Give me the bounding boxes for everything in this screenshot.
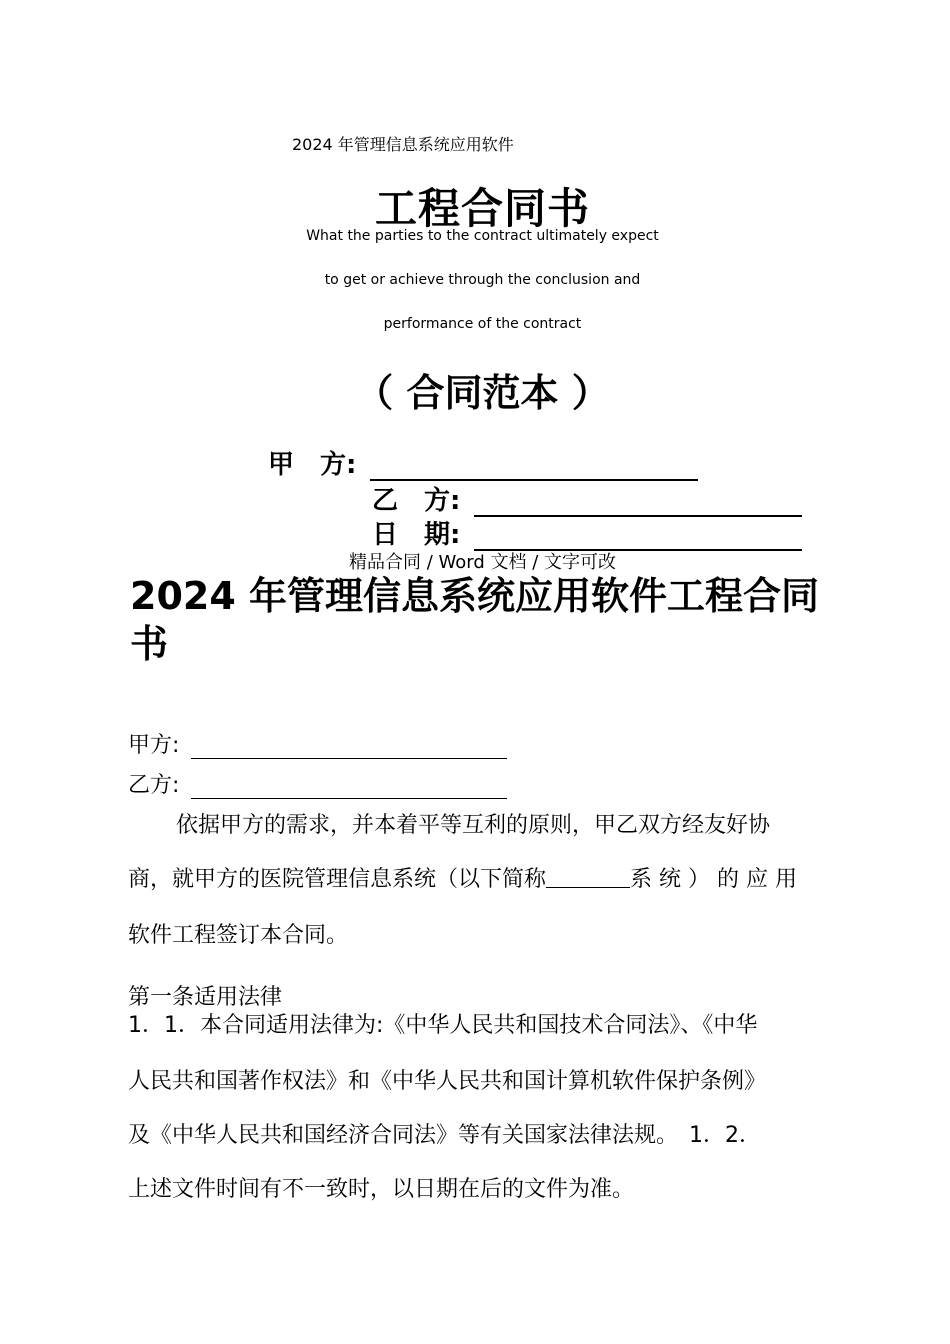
party-b-label: 乙方: <box>128 773 180 798</box>
article-1-line-2: 人民共和国著作权法》和《中华人民共和国计算机软件保护条例》 <box>128 1069 767 1094</box>
cover-tagline: 精品合同 / Word 文档 / 文字可改 <box>348 552 616 573</box>
cover-party-b-label: 乙 方: <box>372 486 461 516</box>
party-a-label: 甲方: <box>128 733 180 758</box>
article-1-title: 第一条适用法律 <box>128 985 283 1010</box>
intro-line-2-end: 系 统 ） 的 应 用 <box>630 867 797 892</box>
cover-date-label: 日 期: <box>372 520 461 550</box>
cover-top-line: 2024 年管理信息系统应用软件 <box>292 135 514 154</box>
cover-party-b-blank[interactable] <box>474 485 802 517</box>
cover-party-a-row <box>268 444 698 481</box>
system-name-blank[interactable] <box>546 865 630 888</box>
cover-party-a-label: 甲 方: <box>268 450 357 480</box>
cover-date-row <box>372 514 802 551</box>
intro-line-1: 依据甲方的需求，并本着平等互利的原则，甲乙双方经友好协 <box>176 813 771 838</box>
cover-title: 工程合同书 <box>374 184 590 233</box>
article-1-line-4: 上述文件时间有不一致时，以日期在后的文件为准。 <box>128 1177 635 1202</box>
cover-party-a-blank[interactable] <box>370 449 698 481</box>
party-b-blank[interactable] <box>191 774 507 799</box>
document-title: 2024 年管理信息系统应用软件工程合同书 <box>130 574 819 666</box>
cover-english-line-1: What the parties to the contract ultimately expect <box>306 228 659 244</box>
intro-line-3: 软件工程签订本合同。 <box>128 923 349 948</box>
cover-english-line-3: performance of the contract <box>383 316 582 332</box>
cover-party-b-row <box>372 480 802 517</box>
party-b-row <box>128 768 507 799</box>
party-a-blank[interactable] <box>191 734 507 759</box>
cover-date-blank[interactable] <box>474 519 802 551</box>
article-1-line-1: 1．1．本合同适用法律为:《中华人民共和国技术合同法》、《中华 <box>128 1013 758 1038</box>
cover-sample-label: （ 合同范本 ） <box>355 371 610 415</box>
cover-english-line-2: to get or achieve through the conclusion and <box>324 272 641 288</box>
intro-line-2-start: 商，就甲方的医院管理信息系统（以下简称 <box>128 867 547 892</box>
intro-line-2 <box>128 862 797 893</box>
party-a-row <box>128 728 507 759</box>
article-1-line-3: 及《中华人民共和国经济合同法》等有关国家法律法规。 1．2． <box>128 1123 761 1148</box>
